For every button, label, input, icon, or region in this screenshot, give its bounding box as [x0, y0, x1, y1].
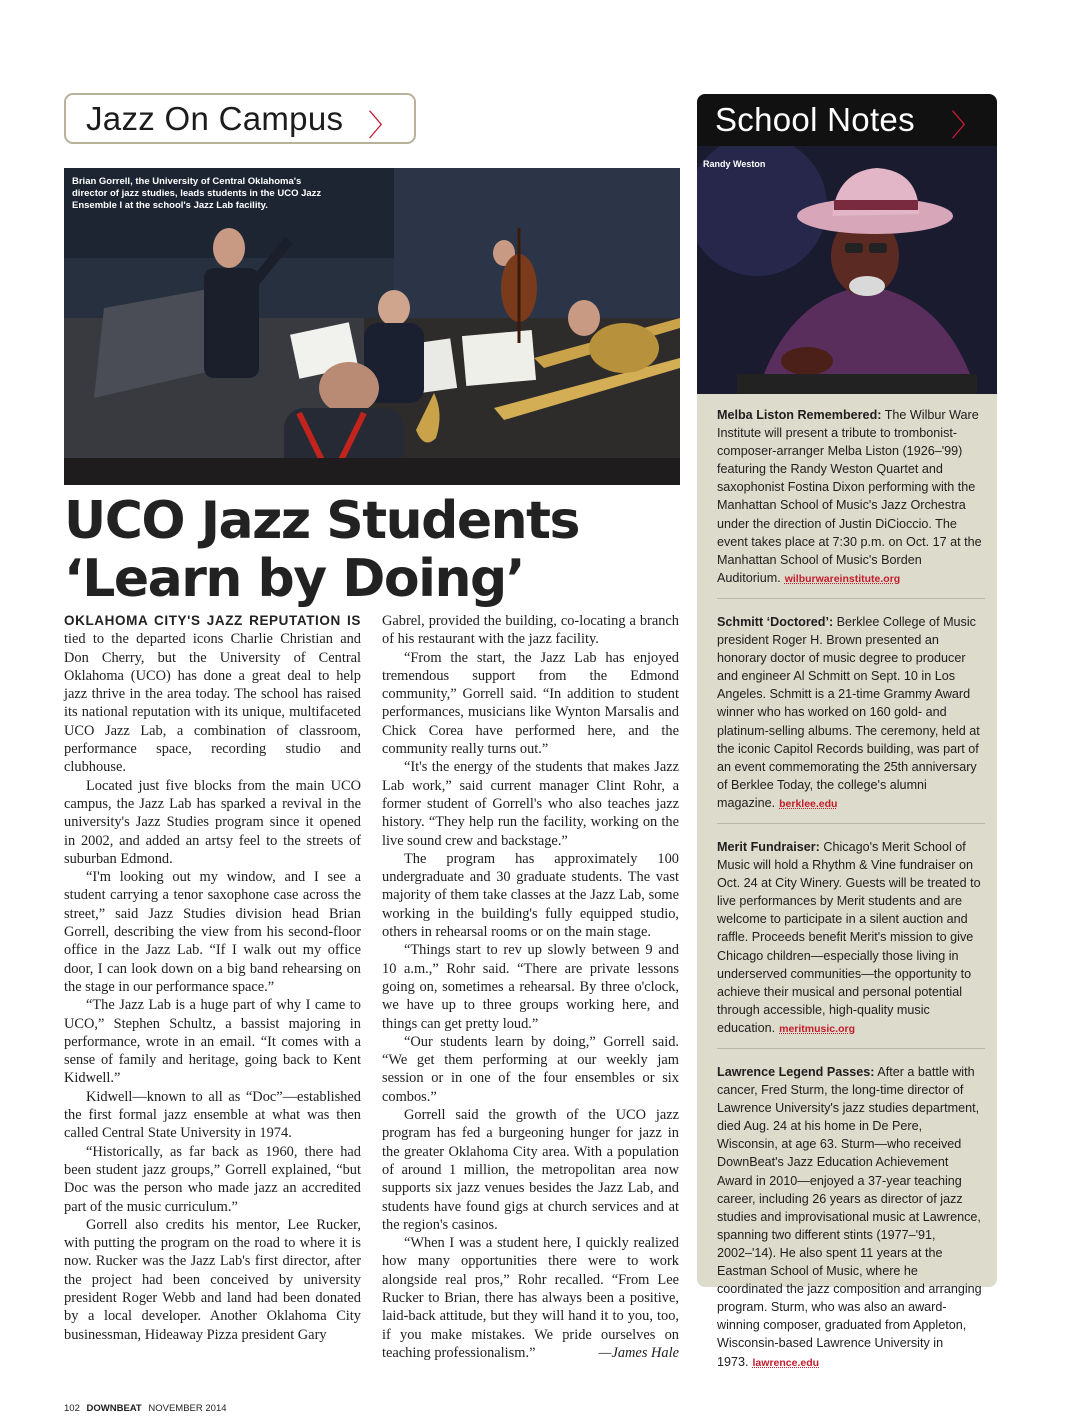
article-paragraph: “Things start to rev up slowly between 9 and 10 a.m.,” Rohr said. “There are private lessons going on, sometimes a rehearsal. By three o'clock, we have up to three groups working here, and things can get pretty loud.” — [382, 942, 679, 1032]
note-body: After a battle with cancer, Fred Sturm, the long-time director of Lawrence University's jazz studies department, died Aug. 24 at his home in De Pere, Wisconsin, at age 63. Sturm—who received DownBeat's Jazz Education Achievement Award in 2010—enjoyed a 37-year teaching career, including 26 years as director of jazz studies and improvisational music at Lawrence, spanning two different stints (1977–'91, 2002–'14). He also spent 11 years at the Eastman School of Music, where he coordinated the jazz composition and arranging program. Sturm, who was also an award-winning composer, graduated from Appleton, Wisconsin-based Lawrence University in 1973. — [717, 1065, 982, 1369]
article-column-2 — [382, 612, 679, 1362]
section-header-jazz-on-campus — [64, 93, 416, 144]
chevron-right-icon: 〉 — [951, 110, 981, 143]
paragraph-text: tied to the departed icons Charlie Christian and Don Cherry, but the University of Central Oklahoma (UCO) has done a great deal to help jazz thrive in the area today. The school has raised its national reputation with its unique, multifaceted UCO Jazz Lab, a combination of classroom, performance space, recording studio and clubhouse. — [64, 631, 361, 776]
article-paragraph: Gorrell also credits his mentor, Lee Rucker, with putting the program on the road to where it is now. Rucker was the Jazz Lab's first director, after the project had been conceived by university president Roger Webb and land had been donated by a local developer. Another Oklahoma City businessman, Hideaway Pizza president Gary — [64, 1216, 361, 1343]
article-paragraph — [64, 612, 361, 777]
article-paragraph: “It's the energy of the students that makes Jazz Lab work,” said current manager Clint Rohr, a former student of Gorrell's who also teaches jazz history. “They help run the facility, working on the live sound crew and backstage.” — [382, 759, 679, 849]
paragraph-text: “When I was a student here, I quickly realized how many opportunities there were to work alongside real pros,” Rohr recalled. “From Lee Rucker to Brian, there has always been a positive, laid-back attitude, but they will hand it to you, too, if you make mistakes. We pride ourselves on teaching professionalism.” — [382, 1235, 679, 1361]
headline-line: ‘Learn by Doing’ — [64, 549, 524, 609]
article-column-1 — [64, 612, 361, 1344]
news-note — [717, 406, 985, 599]
note-heading: Lawrence Legend Passes: — [717, 1065, 875, 1079]
section-title: Jazz On Campus — [86, 99, 344, 137]
article-paragraph: Kidwell—known to all as “Doc”—established the first formal jazz ensemble at what was then called Central State University in 1974. — [64, 1088, 361, 1142]
note-link[interactable]: meritmusic.org — [779, 1022, 855, 1035]
news-note — [717, 838, 985, 1049]
issue-date: NOVEMBER 2014 — [148, 1403, 227, 1414]
article-paragraph: “I'm looking out my window, and I see a student carrying a tenor saxophone case across the street,” said Jazz Studies division head Brian Gorrell, describing the view from his second-floor office in the Jazz Lab. “If I walk out my office door, I can look down on a big band rehearsing on the stage in our performance space.” — [64, 869, 361, 995]
note-body: Chicago's Merit School of Music will hold a Rhythm & Vine fundraiser on Oct. 24 at City Winery. Guests will be treated to live performances by Merit students and are welcome to participate in a silent auction and raffle. Proceeds benefit Merit's mission to give Chicago children—especially those living in underserved communities—the opportunity to achieve their musical and personal potential through accessible, high-quality music education. — [717, 839, 981, 1035]
photo-caption: Brian Gorrell, the University of Central Oklahoma's director of jazz studies, leads students in the UCO Jazz Ensemble I at the school's Jazz Lab facility. — [72, 176, 322, 211]
page-footer — [64, 1403, 227, 1414]
article-paragraph: “Our students learn by doing,” Gorrell said. “We get them performing at our weekly jam session or in one of the four ensembles or six combos.” — [382, 1033, 679, 1105]
article-paragraph: “Historically, as far back as 1960, there had been student jazz groups,” Gorrell explained, “but Doc was the person who made jazz an accredited part of the music curriculum.” — [64, 1143, 361, 1215]
article-paragraph: “From the start, the Jazz Lab has enjoyed tremendous support from the Edmond community,” Gorrell said. “In addition to student performances, musicians like Wynton Marsalis and Chick Corea have performed here, and the community really turns out.” — [382, 649, 679, 758]
author-signature: —James Hale — [598, 1344, 679, 1361]
article-paragraph: The program has approximately 100 undergraduate and 30 graduate students. The vast majority of them take classes at the Jazz Lab, some working in the building's fully equipped studio, others in rehearsal rooms or on the main stage. — [382, 850, 679, 941]
section-header-school-notes — [697, 94, 997, 146]
news-note — [717, 1063, 985, 1382]
note-link[interactable]: wilburwareinstitute.org — [784, 572, 901, 585]
note-body: Berklee College of Music president Roger H. Brown presented an honorary doctor of music degree to producer and engineer Al Schmitt on Sept. 10 in Los Angeles. Schmitt is a 21-time Grammy Award winner who has worked on 160 gold- and platinum-selling albums. The ceremony, held at the iconic Capitol Records building, was part of an event commemorating the 25th anniversary of Berklee Today, the college's alumni magazine. — [717, 614, 980, 810]
school-notes-sidebar — [697, 394, 997, 1369]
magazine-brand: DOWNBEAT — [86, 1403, 142, 1414]
headline-line: UCO Jazz Students — [64, 491, 579, 551]
article-paragraph — [382, 1234, 679, 1362]
article-paragraph: “The Jazz Lab is a huge part of why I came to UCO,” Stephen Schultz, a bassist majoring in performance, wrote in an email. “It comes with a sense of family and heritage, going back to Kent Kidwell.” — [64, 997, 361, 1087]
article-paragraph: Located just five blocks from the main UCO campus, the Jazz Lab has sparked a revival in the university's Jazz Studies program since it opened in 2002, and added an artsy feel to the streets of suburban Edmond. — [64, 777, 361, 867]
note-link[interactable]: berklee.edu — [779, 797, 838, 810]
news-note — [717, 613, 985, 824]
article-paragraph: Gorrell said the growth of the UCO jazz program has fed a burgeoning hunger for jazz in the greater Oklahoma City area. With a population of around 1 million, the metropolitan area now supports six jazz venues besides the Jazz Lab, and students have found gigs at church services and at the region's casinos. — [382, 1107, 679, 1233]
note-heading: Merit Fundraiser: — [717, 839, 820, 854]
note-heading: Schmitt ‘Doctored’: — [717, 614, 834, 629]
chevron-right-icon: 〉 — [368, 110, 398, 143]
randy-weston-photo — [697, 146, 997, 394]
note-body: The Wilbur Ware Institute will present a tribute to trombonist-composer-arranger Melba Liston (1926–'99) featuring the Randy Weston Quartet and saxophonist Fostina Dixon performing with the Manhattan School of Music's Jazz Orchestra under the direction of Justin DiCioccio. The event takes place at 7:30 p.m. on Oct. 17 at the Manhattan School of Music's Borden Auditorium. — [717, 408, 982, 585]
jazz-ensemble-photo — [64, 168, 680, 485]
note-heading: Melba Liston Remembered: — [717, 408, 882, 422]
article-headline — [64, 492, 684, 608]
photo-caption: Randy Weston — [703, 159, 766, 169]
lead-in-caps: OKLAHOMA CITY'S JAZZ REPUTATION IS — [64, 613, 361, 628]
page-number: 102 — [64, 1403, 80, 1414]
section-title: School Notes — [715, 101, 915, 138]
article-paragraph: Gabrel, provided the building, co-locating a branch of his restaurant with the jazz facility. — [382, 613, 679, 648]
note-link[interactable]: lawrence.edu — [752, 1356, 820, 1369]
